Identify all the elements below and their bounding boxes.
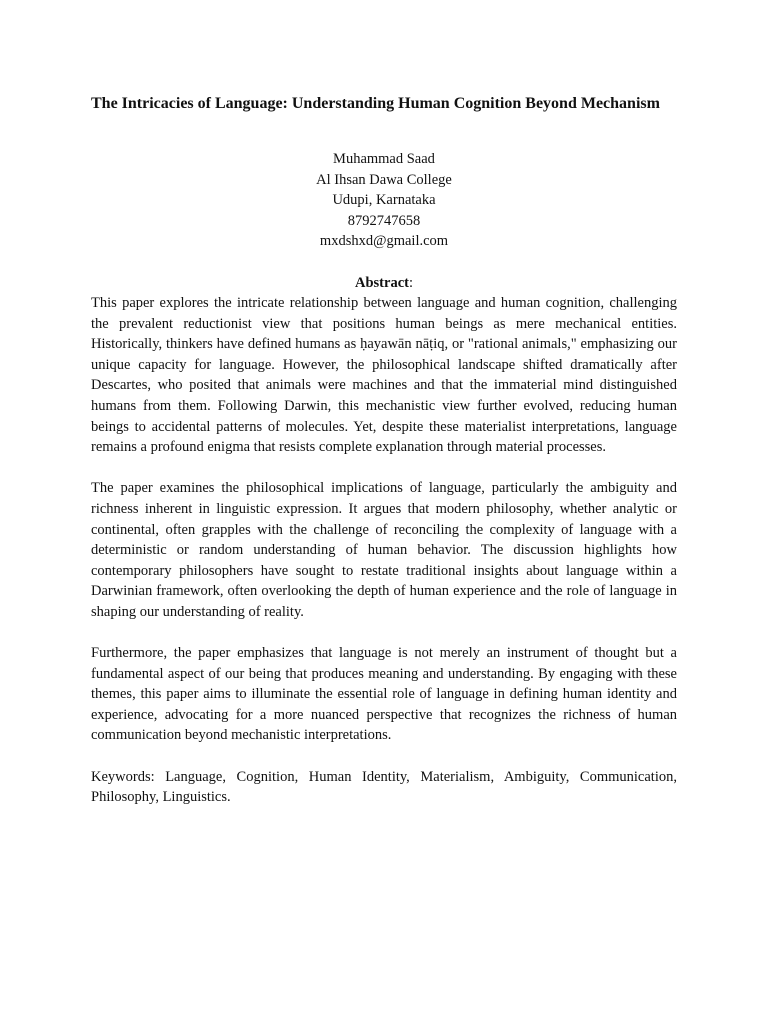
abstract-paragraph-1: This paper explores the intricate relationship between language and human cognition, challenging the prevalent reductionist view that positions human beings as mere mechanical entities. Historically, thinkers have defined humans as ḥayawān nāṭiq, or "rational animals," emphasizing our unique capacity for language. However, the philosophical landscape shifted dramatically after Descartes, who posited that animals were machines and that the immaterial mind distinguished humans from them. Following Darwin, this mechanistic view further evolved, reducing human beings to accidental patterns of molecules. Yet, despite these materialist interpretations, language remains a profound enigma that resists complete explanation through material processes. (91, 295, 677, 456)
paper-page (91, 92, 677, 822)
abstract-heading (91, 273, 677, 294)
author-block (91, 149, 677, 252)
keywords: Keywords: Language, Cognition, Human Identity, Materialism, Ambiguity, Communication, Philosophy, Linguistics. (91, 768, 677, 806)
author-name: Muhammad Saad (333, 151, 435, 167)
abstract-heading-colon: : (408, 274, 413, 291)
author-phone: 8792747658 (347, 212, 421, 229)
author-location: Udupi, Karnataka (332, 192, 436, 208)
author-institution: Al Ihsan Dawa College (316, 171, 452, 188)
paper-title: The Intricacies of Language: Understanding Human Cognition Beyond Mechanism (91, 95, 660, 112)
abstract-paragraph-3: Furthermore, the paper emphasizes that language is not merely an instrument of thought but a fundamental aspect of our being that produces meaning and understanding. By engaging with these themes, this paper aims to illuminate the essential role of language in defining human identity and experience, advocating for a more nuanced perspective that recognizes the richness of human communication beyond mechanistic interpretations. (91, 645, 677, 744)
author-email: mxdshxd@gmail.com (319, 233, 449, 249)
abstract-heading-label: Abstract (355, 274, 409, 291)
abstract-paragraph-2: The paper examines the philosophical implications of language, particularly the ambiguity and richness inherent in linguistic expression. It argues that modern philosophy, whether analytic or continental, often grapples with the challenge of reconciling the complexity of language with a deterministic or random understanding of human behavior. The discussion highlights how contemporary philosophers have sought to restate traditional insights about language within a Darwinian framework, often overlooking the depth of human experience and the role of language in shaping our understanding of reality. (91, 480, 677, 620)
